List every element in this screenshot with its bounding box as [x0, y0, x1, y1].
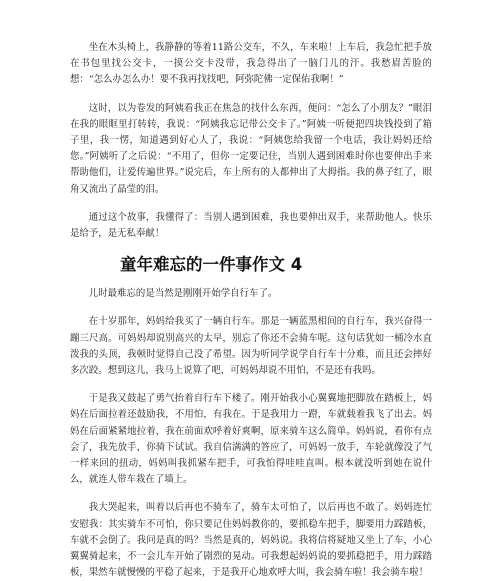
article-paragraph: 通过这个故事，我懂得了：当别人遇到困难，我也要伸出双手，来帮助他人。快乐是给予，是无私奉献！	[70, 211, 432, 240]
article-paragraph: 我大哭起来，叫着以后再也不骑车了，骑车太可怕了，以后再也不敢了。妈妈连忙安慰我：其实骑车不可怕，你只要记住妈妈教你的，要抓稳车把手，脚要用力踩踏板，车就不会倒了。我问是真的吗？当然是真的，妈妈说。我将信将疑地又坐上了车，小心翼翼骑起来，不一会儿车开始了剧烈的晃动。可我想起妈妈说的要抓稳把手，用力踩踏板，果然车就慢慢的平稳了起来，于是我开心地欢呼大叫，我会骑车啦！我会骑车啦！	[70, 502, 432, 579]
article-paragraph: 儿时最难忘的是当然是刚刚开始学自行车了。	[88, 288, 278, 300]
article-paragraph: 坐在木头椅上，我静静的等着11路公交车，不久，车来啦！上车后，我急忙把手放在书包里找公交卡，一摸公交卡没带，我急得出了一脑门儿的汗。我愁眉苦脸的想：“怎么办怎么办！要不我再找找吧，阿弥陀佛一定保佑我啊！”	[70, 42, 432, 86]
section-heading: 童年难忘的一件事作文 4	[120, 255, 303, 275]
article-paragraph: 这时，以为卷发的阿姨看我正在焦急的找什么东西，便问：“怎么了小朋友？”眼泪在我的眼眶里打转转，我说：“阿姨我忘记带公交卡了。”阿姨一听便把四块钱投到了箱子里，我一愣，知道遇到好心人了，我说：“阿姨您给我留一个电话，我让妈妈还给您。”阿姨听了之后说：“不用了，但你一定要记住，当别人遇到困难时你也要伸出手来帮助他们，让爱传遍世界。”说完后，车上所有的人都伸出了大拇指。我的鼻子红了，眼角又流出了晶莹的泪。	[70, 102, 432, 195]
article-paragraph: 在十岁那年，妈妈给我买了一辆自行车。那是一辆蓝黑相间的自行车，我兴奋得一蹦三尺高。可妈妈却说別高兴的太早，别忘了你还不会骑车呢。这句话犹如一桶冷水直泼我的头顶，我顿时觉得自己没了希望。因为听同学说学自行车十分难，而且还会摔好多次跤。想到这儿，我马上说算了吧，可妈妈却说不用怕，不是还有我吗。	[70, 316, 432, 377]
article-paragraph: 于是我又鼓起了勇气抬着自行车下楼了。刚开始我小心翼翼地把脚放在踏板上，妈妈在后面拉着还鼓励我，不用怕，有我在。于是我用力一蹬，车就载着我飞了出去。妈妈在后面紧紧地拉着，我在前面欢呼着好爽啊，原来骑车这么简单。妈妈说，看你有点会了，我先放手，你骑下试试。我自信满满的答应了，可妈妈一放手，车轮就像没了气一样来回的扭动，妈妈叫我抓紧车把手，可我怕得哇哇直叫。根本就没听到她在说什么，就连人带车栽在了墙上。	[70, 393, 432, 486]
